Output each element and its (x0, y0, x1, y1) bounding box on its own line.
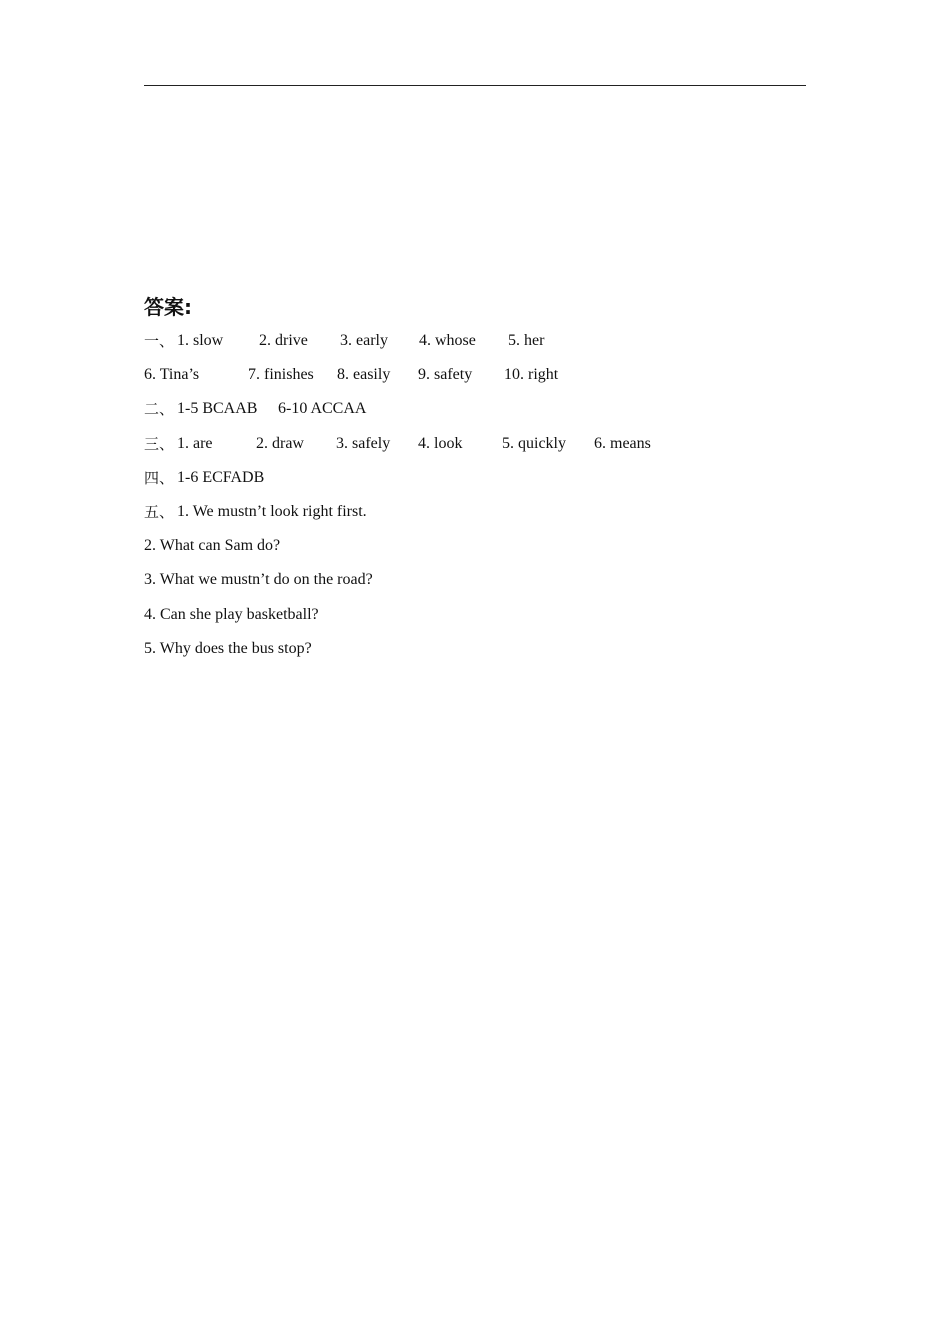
section-3-prefix: 三、 (144, 434, 175, 453)
answer-item: 1-5 BCAAB (177, 400, 258, 418)
answer-item: 10. right (504, 366, 559, 384)
header-rule (144, 85, 806, 86)
answer-item: 3. What we mustn’t do on the road? (144, 571, 373, 589)
answer-item: 2. What can Sam do? (144, 537, 281, 555)
answer-item: 3. early (340, 332, 388, 349)
section-4-prefix: 四、 (144, 468, 175, 487)
answer-item: 5. Why does the bus stop? (144, 639, 312, 657)
answer-item: 6. Tina’s (144, 366, 200, 384)
answers-title: 答案: (144, 295, 192, 319)
answer-item: 8. easily (337, 366, 391, 384)
section-1-row-2 (144, 358, 806, 392)
answer-item: 6-10 ACCAA (278, 400, 367, 418)
answer-key (144, 290, 806, 666)
section-5-row-2 (144, 529, 806, 563)
section-2-row (144, 392, 806, 426)
answer-item: 5. quickly (502, 434, 566, 452)
answer-item: 4. whose (419, 332, 476, 349)
answer-item: 1. We mustn’t look right first. (177, 502, 367, 520)
section-1-prefix: 一、 (144, 332, 175, 350)
answer-item: 2. draw (256, 434, 304, 452)
section-5-row-5 (144, 632, 806, 666)
section-5-row-4 (144, 598, 806, 632)
answer-item: 4. look (418, 434, 463, 452)
answer-item: 5. her (508, 332, 545, 349)
section-3-row (144, 427, 806, 461)
section-4-row (144, 461, 806, 495)
answer-item: 7. finishes (248, 366, 314, 384)
section-5-prefix: 五、 (144, 502, 175, 521)
answer-item: 2. drive (259, 332, 308, 349)
section-1-row-1 (144, 324, 806, 358)
section-2-prefix: 二、 (144, 400, 175, 419)
answer-item: 9. safety (418, 366, 473, 384)
answer-item: 1. are (177, 434, 213, 452)
answer-item: 1. slow (177, 332, 224, 349)
section-5-row-1 (144, 495, 806, 529)
section-5-row-3 (144, 563, 806, 597)
answer-item: 3. safely (336, 434, 391, 452)
answer-item: 6. means (594, 434, 651, 452)
answer-item: 1-6 ECFADB (177, 468, 265, 486)
answer-item: 4. Can she play basketball? (144, 605, 319, 623)
